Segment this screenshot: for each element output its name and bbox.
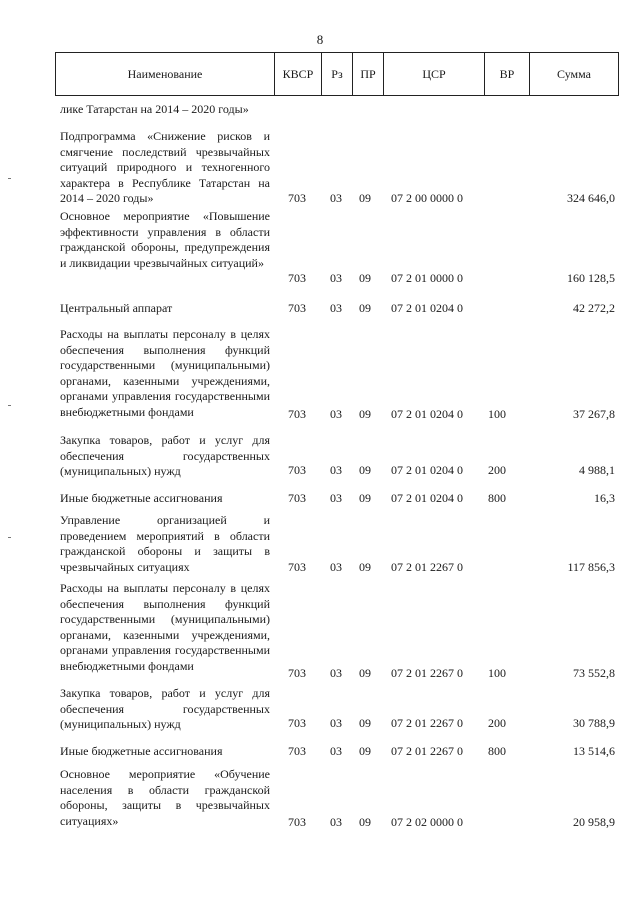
row-name: Закупка товаров, работ и услуг для обеспечения государственных (муниципальных) нужд [60, 433, 270, 479]
table-row [60, 686, 615, 732]
table-row [60, 767, 615, 831]
row-kvsr: 703 [288, 301, 306, 316]
row-name: Центральный аппарат [60, 301, 173, 315]
row-rz: 03 [330, 491, 342, 506]
row-csr: 07 2 01 2267 0 [391, 560, 463, 575]
row-vr: 100 [488, 666, 506, 681]
row-csr: 07 2 00 0000 0 [391, 191, 463, 206]
table-row [60, 744, 615, 760]
continuation-text: лике Татарстан на 2014 – 2020 годы» [60, 102, 249, 116]
row-sum: 324 646,0 [567, 191, 615, 206]
header-kvsr: КВСР [275, 53, 322, 96]
table-row [60, 129, 615, 207]
row-sum: 30 788,9 [573, 716, 615, 731]
row-rz: 03 [330, 666, 342, 681]
row-csr: 07 2 01 2267 0 [391, 666, 463, 681]
row-pr: 09 [359, 407, 371, 422]
row-kvsr: 703 [288, 744, 306, 759]
page-number: 8 [316, 32, 324, 47]
row-csr: 07 2 01 2267 0 [391, 744, 463, 759]
table-header [55, 52, 619, 96]
row-pr: 09 [359, 744, 371, 759]
table-row [60, 301, 615, 317]
row-kvsr: 703 [288, 407, 306, 422]
row-vr: 800 [488, 744, 506, 759]
row-csr: 07 2 01 0204 0 [391, 491, 463, 506]
table-row [60, 491, 615, 507]
row-kvsr: 703 [288, 191, 306, 206]
row-kvsr: 703 [288, 560, 306, 575]
row-pr: 09 [359, 716, 371, 731]
row-name: Закупка товаров, работ и услуг для обеспечения государственных (муниципальных) нужд [60, 686, 270, 732]
row-pr: 09 [359, 191, 371, 206]
table-row [60, 513, 615, 576]
row-name: Расходы на выплаты персоналу в целях обеспечения выполнения функций государственными (муниципальными) органами, казенными учреждениями, органами управления государственными внебюджетными фондами [60, 327, 270, 419]
row-sum: 117 856,3 [567, 560, 615, 575]
row-kvsr: 703 [288, 815, 306, 830]
row-csr: 07 2 01 0204 0 [391, 301, 463, 316]
row-rz: 03 [330, 560, 342, 575]
header-sum: Сумма [530, 53, 619, 96]
row-vr: 100 [488, 407, 506, 422]
header-rz: Рз [322, 53, 353, 96]
row-csr: 07 2 01 0204 0 [391, 463, 463, 478]
table-row [60, 327, 615, 423]
row-name: Иные бюджетные ассигнования [60, 744, 223, 758]
row-csr: 07 2 01 0204 0 [391, 407, 463, 422]
header-name: Наименование [56, 53, 275, 96]
table-row [60, 433, 615, 479]
row-pr: 09 [359, 491, 371, 506]
row-pr: 09 [359, 815, 371, 830]
row-rz: 03 [330, 271, 342, 286]
row-sum: 4 988,1 [579, 463, 615, 478]
header-vr: ВР [485, 53, 530, 96]
row-kvsr: 703 [288, 463, 306, 478]
row-rz: 03 [330, 815, 342, 830]
row-name: Расходы на выплаты персоналу в целях обеспечения выполнения функций государственными (муниципальными) органами, казенными учреждениями, органами управления государственными внебюджетными фондами [60, 581, 270, 673]
row-name: Основное мероприятие «Обучение населения в области гражданской обороны, защиты в чрезвычайных ситуациях» [60, 767, 270, 828]
row-sum: 20 958,9 [573, 815, 615, 830]
row-rz: 03 [330, 191, 342, 206]
table-row [60, 581, 615, 682]
row-vr: 200 [488, 463, 506, 478]
row-sum: 160 128,5 [567, 271, 615, 286]
row-pr: 09 [359, 271, 371, 286]
row-sum: 16,3 [594, 491, 615, 506]
row-name: Подпрограмма «Снижение рисков и смягчение последствий чрезвычайных ситуаций природного и техногенного характера в Республике Татарстан на 2014 – 2020 годы» [60, 129, 270, 206]
row-sum: 42 272,2 [573, 301, 615, 316]
row-vr: 200 [488, 716, 506, 731]
row-pr: 09 [359, 666, 371, 681]
table-row [60, 209, 615, 287]
row-rz: 03 [330, 744, 342, 759]
row-csr: 07 2 01 2267 0 [391, 716, 463, 731]
row-csr: 07 2 01 0000 0 [391, 271, 463, 286]
row-kvsr: 703 [288, 716, 306, 731]
row-kvsr: 703 [288, 491, 306, 506]
row-pr: 09 [359, 560, 371, 575]
row-rz: 03 [330, 407, 342, 422]
row-sum: 13 514,6 [573, 744, 615, 759]
row-rz: 03 [330, 463, 342, 478]
scan-mark [8, 405, 11, 406]
row-rz: 03 [330, 301, 342, 316]
row-vr: 800 [488, 491, 506, 506]
row-name: Управление организацией и проведением мероприятий в области гражданской обороны и защиты в чрезвычайных ситуациях [60, 513, 270, 574]
row-sum: 37 267,8 [573, 407, 615, 422]
row-pr: 09 [359, 463, 371, 478]
row-name: Основное мероприятие «Повышение эффективности управления в области гражданской обороны, предупреждения и ликвидации чрезвычайных ситуаций» [60, 209, 270, 270]
row-name: Иные бюджетные ассигнования [60, 491, 223, 505]
scan-mark [8, 178, 11, 179]
row-kvsr: 703 [288, 271, 306, 286]
scan-mark [8, 537, 11, 538]
row-csr: 07 2 02 0000 0 [391, 815, 463, 830]
row-pr: 09 [359, 301, 371, 316]
header-pr: ПР [353, 53, 384, 96]
row-rz: 03 [330, 716, 342, 731]
row-sum: 73 552,8 [573, 666, 615, 681]
header-csr: ЦСР [384, 53, 485, 96]
row-kvsr: 703 [288, 666, 306, 681]
